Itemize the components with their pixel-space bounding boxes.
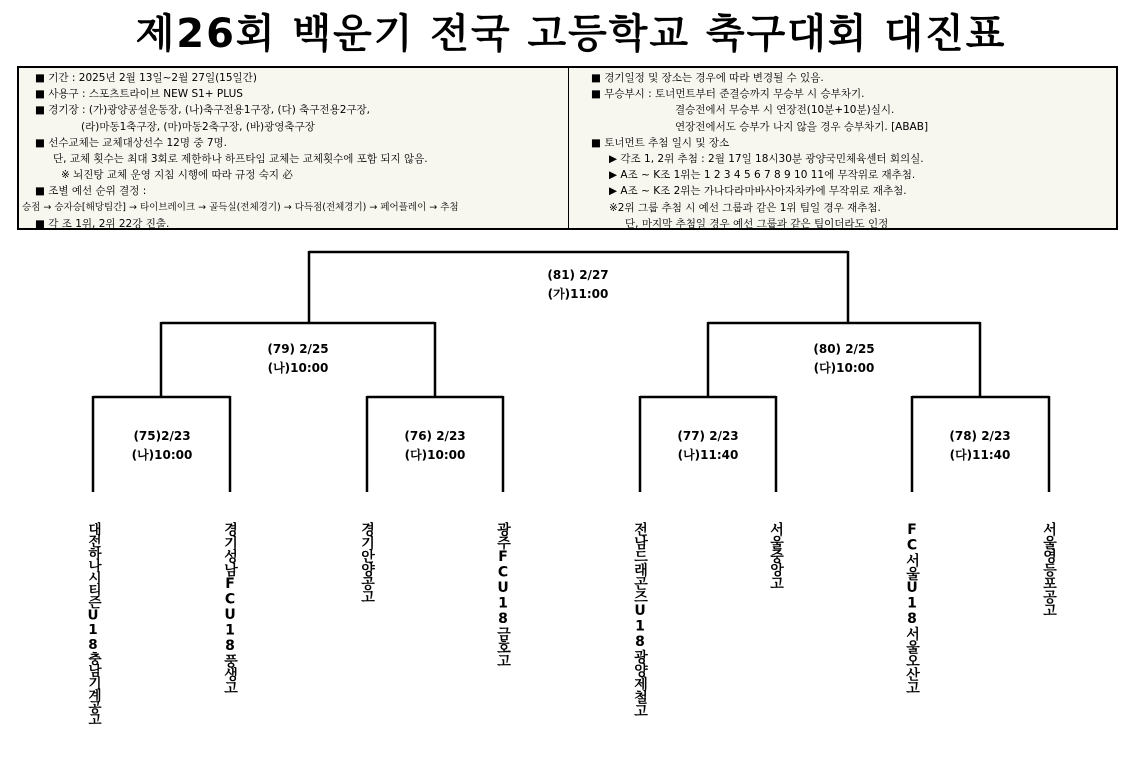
match-76-label: (76) 2/23 (404, 429, 466, 443)
match-78-label: (78) 2/23 (949, 429, 1011, 443)
match-81-venue: (가)11:00 (547, 287, 609, 301)
info-tournament-draw: ■ 토너먼트 추첨 일시 및 장소 (591, 136, 730, 149)
info-substitution-note: 단, 교체 횟수는 최대 3회로 제한하나 하프타임 교체는 교체횟수에 포함 되지 않음. (53, 153, 428, 166)
info-extra-time-rule: 연장전에서도 승부가 나지 않을 경우 승부차기. [ABAB] (675, 120, 929, 133)
team-6: 서울중앙고 (768, 522, 784, 590)
info-second-place-draw: ▶ A조 ~ K조 2위는 가나다라마바사아자차카에 무작위로 재추첨. (609, 185, 907, 198)
info-final-draw-note: 단, 마지막 추첨일 경우 예선 그룹과 같은 팀이더라도 인정 (625, 217, 889, 230)
info-concussion-note: ※ 뇌진탕 교체 운영 지침 시행에 따라 규정 숙지 必 (61, 169, 293, 182)
info-first-place-draw: ▶ A조 ~ K조 1위는 1 2 3 4 5 6 7 8 9 10 11에 무작위로 재추첨. (609, 169, 916, 182)
info-advance: ■ 각 조 1위, 2위 22강 진출. (35, 217, 170, 230)
match-77-label: (77) 2/23 (677, 429, 739, 443)
match-80 (774, 340, 914, 378)
team-4: 광주FCU18금호고 (495, 522, 511, 667)
match-78 (910, 427, 1050, 465)
match-75 (92, 427, 232, 465)
info-draw-rule: ■ 무승부시 : 토너먼트부터 준결승까지 무승부 시 승부차기. (591, 88, 865, 101)
info-draw-schedule: ▶ 각조 1, 2위 추첨 : 2월 17일 18시30분 광양국민체육센터 회의실. (609, 153, 924, 166)
info-ball: ■ 사용구 : 스포츠트라이브 NEW S1+ PLUS (35, 88, 243, 101)
match-81-label: (81) 2/27 (547, 268, 609, 282)
match-76-venue: (다)10:00 (404, 448, 466, 462)
info-ranking: ■ 조별 예선 순위 결정 : (35, 185, 147, 198)
info-schedule-note: ■ 경기일정 및 장소는 경우에 따라 변경될 수 있음. (591, 72, 824, 84)
match-75-label: (75)2/23 (133, 429, 191, 443)
team-7: FC서울U18서울오산고 (904, 522, 920, 694)
info-venues: ■ 경기장 : (가)광양공설운동장, (나)축구전용1구장, (다) 축구전용2구장, (35, 104, 371, 117)
team-3: 경기안양공고 (359, 522, 375, 603)
match-80-venue: (다)10:00 (813, 361, 875, 375)
match-80-label: (80) 2/25 (813, 342, 875, 356)
info-period: ■ 기간 : 2025년 2월 13일~2월 27일(15일간) (35, 72, 257, 84)
match-77 (638, 427, 778, 465)
match-79-label: (79) 2/25 (267, 342, 329, 356)
info-substitution: ■ 선수교체는 교체대상선수 12명 중 7명. (35, 136, 227, 149)
info-venues-cont: (라)마동1축구장, (마)마동2축구장, (바)광영축구장 (81, 120, 315, 133)
info-redraw-note: ※2위 그룹 추첨 시 예선 그룹과 같은 1위 팀일 경우 재추첨. (609, 201, 881, 214)
match-78-venue: (다)11:40 (949, 448, 1011, 462)
match-79-venue: (나)10:00 (267, 361, 329, 375)
team-2: 경기성남FCU18풍생고 (222, 522, 238, 694)
team-8: 서울영등포공고 (1041, 522, 1057, 617)
match-79 (228, 340, 368, 378)
match-81 (508, 266, 648, 304)
team-1: 대전하나시티즌U18충남기계공고 (85, 522, 101, 725)
match-77-venue: (나)11:40 (677, 448, 739, 462)
match-75-venue: (나)10:00 (131, 448, 193, 462)
match-76 (365, 427, 505, 465)
info-ranking-criteria: 승점 → 승자승[해당팀간] → 타이브레이크 → 골득실(전체경기) → 다득점(전체경기) → 페어플레이 → 추첨 (22, 201, 459, 213)
info-final-rule: 결승전에서 무승부 시 연장전(10분+10분)실시. (675, 104, 895, 117)
page-title: 제26회 백운기 전국 고등학교 축구대회 대진표 (135, 11, 1007, 57)
team-5: 전남드래곤즈U18광양제철고 (632, 522, 648, 717)
